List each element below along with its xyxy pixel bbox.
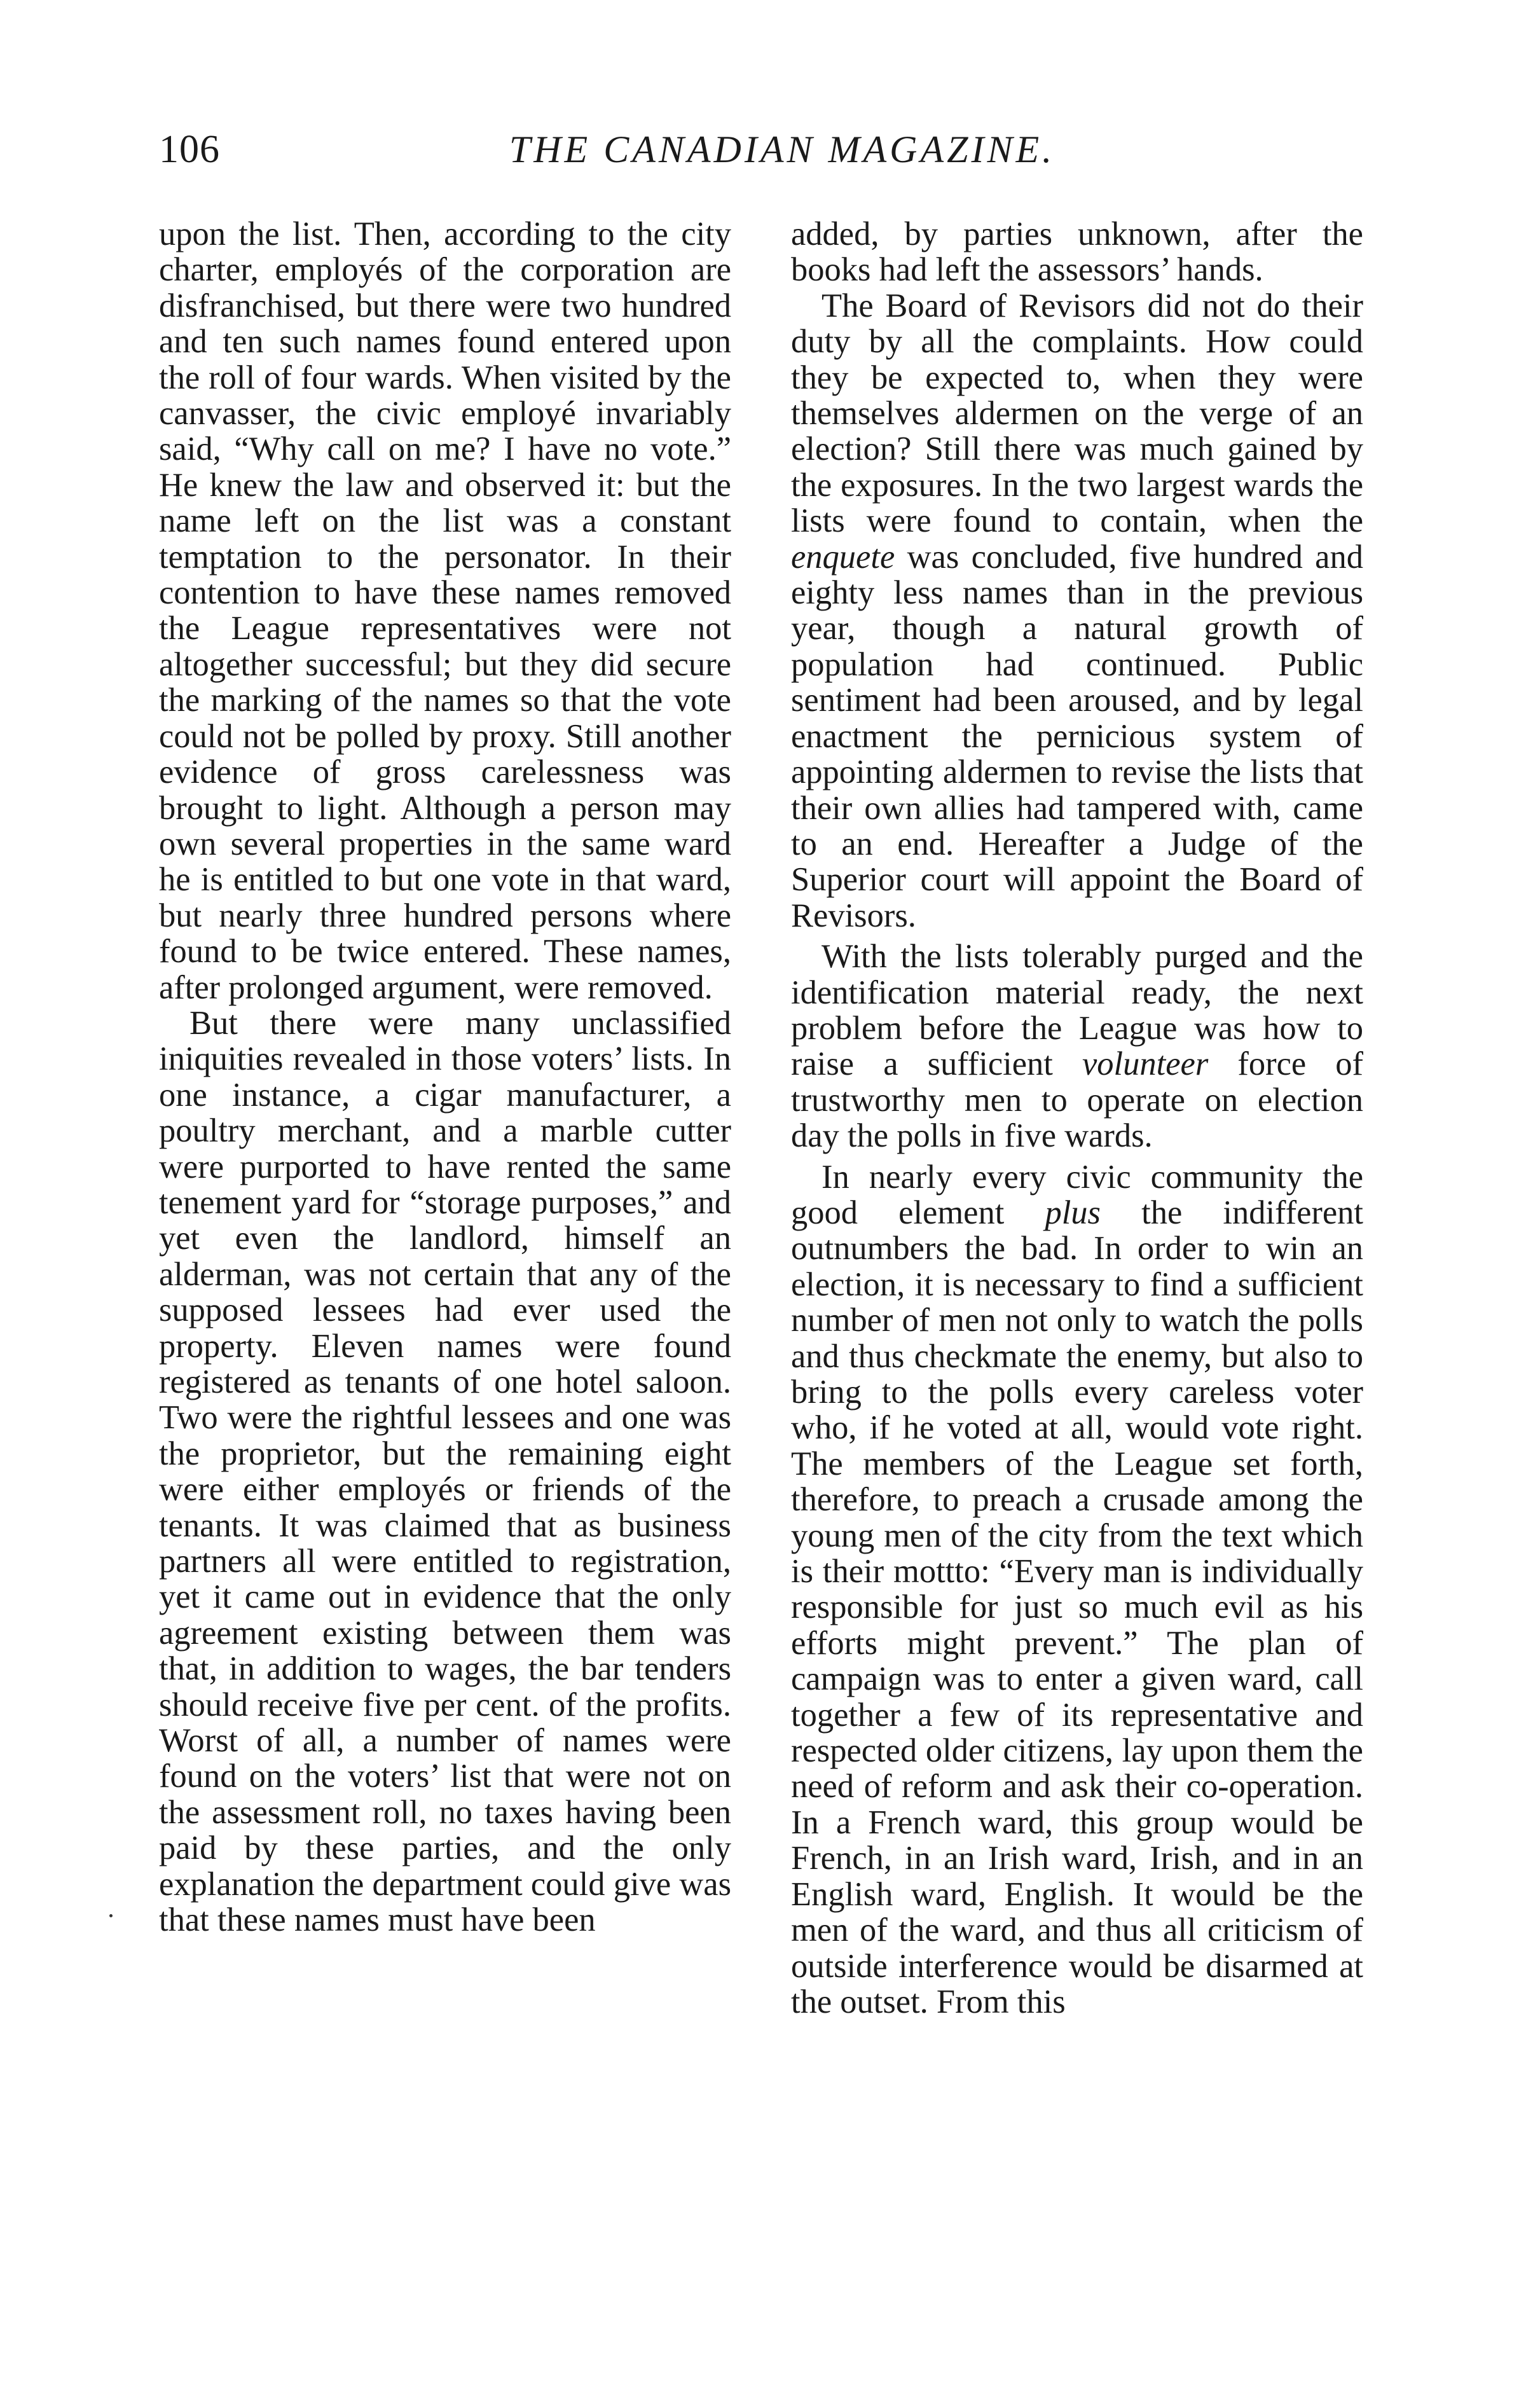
paragraph-added: added, by parties unknown, after the books had left the assessors’ hands.: [791, 216, 1363, 289]
text-run: force of trustworthy men to operate on election day the polls in five wards.: [791, 1045, 1363, 1155]
margin-speck: [109, 1914, 113, 1917]
paragraph-continued: upon the list. Then, according to the city charter, employés of the corporation are disfranchised, but there were two hundred and ten such names found entered upon the roll of four wards. When visited by the canvasser, the civic employé invariably said, “Why call on me? I have no vote.” He knew the law and observed it: but the name left on the list was a constant temptation to the personator. In their contention to have these names removed the League representatives were not altogether successful; but they did secure the marking of the names so that the vote could not be polled by proxy. Still another evidence of gross carelessness was brought to light. Although a person may own several properties in the same ward he is entitled to but one vote in that ward, but nearly three hundred persons where found to be twice entered. These names, after prolonged argument, were removed.: [159, 216, 731, 1006]
left-column: [159, 216, 731, 1938]
magazine-title: THE CANADIAN MAGAZINE.: [509, 128, 1055, 170]
text-run: was concluded, five hundred and eighty less names than in the previous year, though a natural growth of population had continued. Public sentiment had been aroused, and by legal enactment the pernicious system of appointing aldermen to revise the lists that their own allies had tampered with, came to an end. Hereafter a Judge of the Superior court will appoint the Board of Revisors.: [791, 538, 1363, 934]
paragraph-iniquities: But there were many unclassified iniquities revealed in those voters’ lists. In one instance, a cigar manufacturer, a poultry merchant, and a marble cutter were purported to have rented the same tenement yard for “storage purposes,” and yet even the landlord, himself an alderman, was not certain that any of the supposed lessees had ever used the property. Eleven names were found registered as tenants of one hotel saloon. Two were the rightful lessees and one was the proprietor, but the remaining eight were either employés or friends of the tenants. It was claimed that as business partners all were entitled to registration, yet it came out in evidence that the only agreement existing between them was that, in addition to wages, the bar tenders should receive five per cent. of the profits. Worst of all, a number of names were found on the voters’ list that were not on the assessment roll, no taxes having been paid by these parties, and the only explanation the department could give was that these names must have been: [159, 1004, 731, 1939]
italic-word-plus: plus: [1045, 1194, 1101, 1231]
running-head: [159, 121, 1405, 178]
text-run: The Board of Revisors did not do their duty by all the complaints. How could they be expected to, when they were themselves aldermen on the verge of an election? Still there was much gained by the exposures. In the two largest wards the lists were found to contain, when the: [791, 287, 1363, 540]
paragraph-civic-community: [791, 1159, 1363, 2020]
text-run: With the lists tolerably purged and the identification material ready, the next problem before the League was how to raise a sufficient: [791, 938, 1363, 1083]
italic-word-enquete: enquete: [791, 538, 895, 576]
text-run: the indifferent outnumbers the bad. In order to win an election, it is necessary to find a sufficient number of men not only to watch the polls and thus checkmate the enemy, but also to bring to the polls every careless voter who, if he voted at all, would vote right. The members of the League set forth, therefore, to preach a crusade among the young men of the city from the text which is their mottto: “Every man is individually responsible for just so much evil as his efforts might prevent.” The plan of campaign was to enter a given ward, call together a few of its representative and respected older citizens, lay upon them the need of reform and ask their co-operation. In a French ward, this group would be French, in an Irish ward, Irish, and in an English ward, English. It would be the men of the ward, and thus all criticism of outside interference would be disarmed at the outset. From this: [791, 1194, 1364, 2020]
text-run: In nearly every civic community the good element: [791, 1158, 1363, 1231]
right-column: [791, 216, 1363, 2020]
page-number: 106: [159, 128, 220, 171]
italic-word-volunteer: volunteer: [1082, 1045, 1209, 1083]
paragraph-board-of-revisors: [791, 288, 1363, 934]
paragraph-lists-purged: [791, 939, 1363, 1154]
